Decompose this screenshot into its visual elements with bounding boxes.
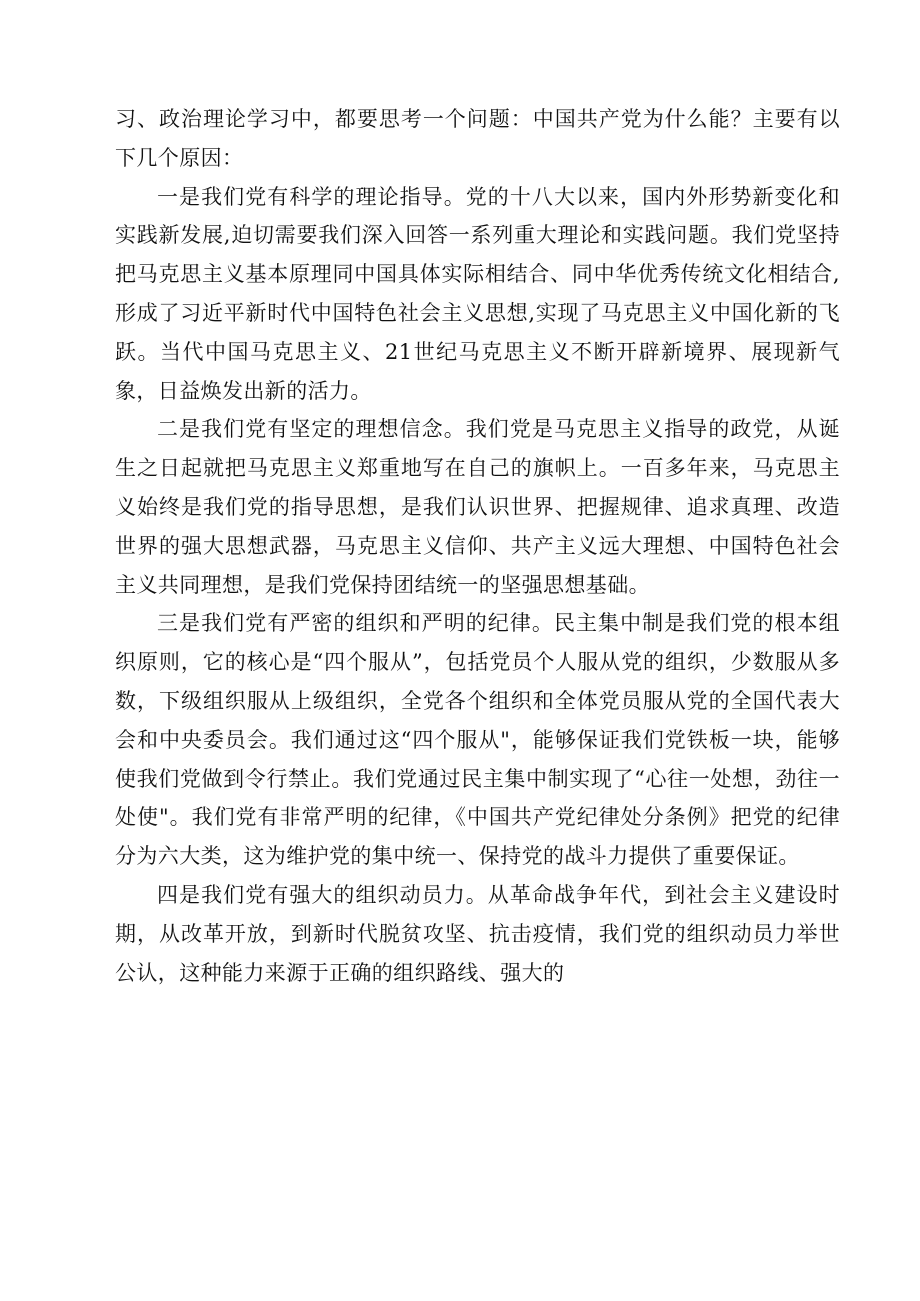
paragraph-theory-guidance: 一是我们党有科学的理论指导。党的十八大以来，国内外形势新变化和实践新发展,迫切需要我们深入回答一系列重大理论和实践问题。我们党坚持把马克思主义基本原理同中国具体实际相结合、同中华优秀传统文化相结合,形成了习近平新时代中国特色社会主义思想,实现了马克思主义中国化新的飞跃。当代中国马克思主义、21世纪马克思主义不断开辟新境界、展现新气象，日益焕发出新的活力。 — [115, 184, 840, 403]
paragraph-mobilization: 四是我们党有强大的组织动员力。从革命战争年代，到社会主义建设时期，从改革开放，到新时代脱贫攻坚、抗击疫情，我们党的组织动员力举世公认，这种能力来源于正确的组织路线、强大的 — [115, 882, 840, 985]
paragraph-continuation: 习、政治理论学习中，都要思考一个问题：中国共产党为什么能？主要有以下几个原因： — [115, 107, 840, 170]
document-body — [115, 100, 840, 992]
paragraph-ideals-beliefs: 二是我们党有坚定的理想信念。我们党是马克思主义指导的政党，从诞生之日起就把马克思主义郑重地写在自己的旗帜上。一百多年来，马克思主义始终是我们党的指导思想，是我们认识世界、把握规律、追求真理、改造世界的强大思想武器，马克思主义信仰、共产主义远大理想、中国特色社会主义共同理想，是我们党保持团结统一的坚强思想基础。 — [115, 417, 840, 597]
paragraph-organization-discipline: 三是我们党有严密的组织和严明的纪律。民主集中制是我们党的根本组织原则，它的核心是“四个服从”，包括党员个人服从党的组织，少数服从多数，下级组织服从上级组织，全党各个组织和全体党员服从党的全国代表大会和中央委员会。我们通过这“四个服从"，能够保证我们党铁板一块，能够使我们党做到令行禁止。我们党通过民主集中制实现了“心往一处想，劲往一处使"。我们党有非常严明的纪律，《中国共产党纪律处分条例》把党的纪律分为六大类，这为维护党的集中统一、保持党的战斗力提供了重要保证。 — [115, 611, 840, 869]
